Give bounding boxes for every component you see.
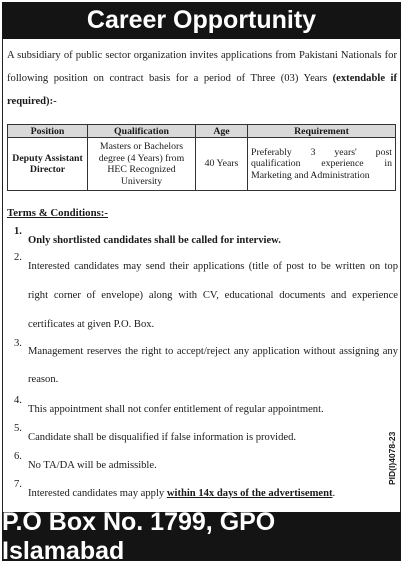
item-text: This appointment shall not confer entitlement of regular appointment. xyxy=(28,404,324,415)
pid-code: PID(I)4078-23 xyxy=(387,431,397,485)
list-item xyxy=(8,479,398,508)
item-text: Management reserves the right to accept/reject any application without assigning any reason. xyxy=(28,346,398,385)
list-item xyxy=(8,226,398,255)
header-position: Position xyxy=(8,125,88,138)
item-number: 7. xyxy=(14,479,22,490)
terms-heading: Terms & Conditions:- xyxy=(7,207,108,219)
title-text: Career Opportunity xyxy=(86,6,317,34)
header-requirement: Requirement xyxy=(248,125,396,138)
item-number: 1. xyxy=(14,226,22,237)
item-number: 2. xyxy=(14,252,22,263)
cell-requirement: Preferably 3 years' post qualification experience in Marketing and Administration xyxy=(248,138,396,191)
cell-age: 40 Years xyxy=(196,138,248,191)
footer-banner xyxy=(2,507,401,563)
item-text: Interested candidates may send their applications (title of post to be written on top right corner of envelope) along with CV, educational documents and experience certificates at given P.O. Box. xyxy=(28,261,398,330)
position-table xyxy=(7,124,396,191)
table-header-row xyxy=(8,125,396,138)
footer-address: P.O Box No. 1799, GPO Islamabad xyxy=(2,507,276,563)
cell-position: Deputy Assistant Director xyxy=(8,138,88,191)
item-text-emphasis: within 14x days of the advertisement xyxy=(166,488,333,499)
item-number: 5. xyxy=(14,423,22,434)
list-item xyxy=(8,423,398,452)
item-text: Only shortlisted candidates shall be called for interview. xyxy=(28,235,281,246)
item-text xyxy=(28,479,398,508)
item-number: 3. xyxy=(14,338,22,349)
header-age: Age xyxy=(196,125,248,138)
item-number: 4. xyxy=(14,395,22,406)
item-text-before: Interested candidates may apply xyxy=(28,488,167,499)
list-item xyxy=(8,395,398,424)
intro-text: A subsidiary of public sector organization invites applications from Pakistani Nationals for following position on contract basis for a period of Three (03) Years xyxy=(7,50,397,84)
item-text: No TA/DA will be admissible. xyxy=(28,460,157,471)
item-text-after: . xyxy=(332,488,336,499)
intro-paragraph xyxy=(7,44,397,113)
header-qualification: Qualification xyxy=(88,125,196,138)
item-text: Candidate shall be disqualified if false information is provided. xyxy=(28,432,297,443)
cell-qualification: Masters or Bachelors degree (4 Years) from HEC Recognized University xyxy=(88,138,196,191)
page-title xyxy=(2,2,401,39)
item-number: 6. xyxy=(14,451,22,462)
intro-bold-text: (extendable if required):- xyxy=(7,73,397,107)
list-item xyxy=(8,252,398,339)
list-item xyxy=(8,338,398,394)
table-row xyxy=(8,138,396,191)
list-item xyxy=(8,451,398,480)
